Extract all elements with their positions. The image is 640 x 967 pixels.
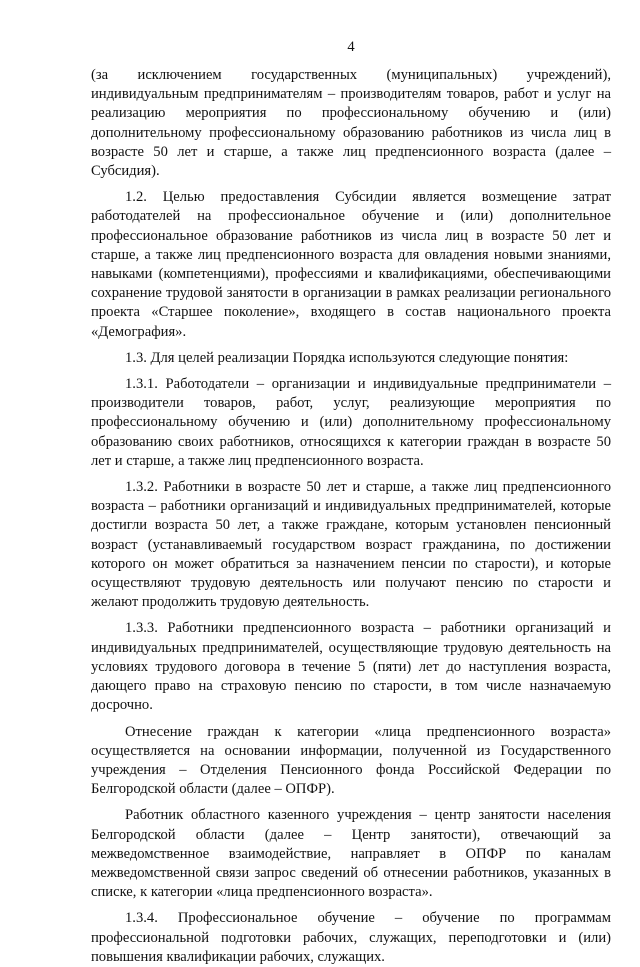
paragraph-1-3-3-pre-pension: 1.3.3. Работники предпенсионного возраста – работники организаций и индивидуальных предпринимателей, осуществляющие трудовую деятельность на условиях трудового договора в течение 5 (пяти) лет до наступления возраста, дающего право на страховую пенсию по старости, в том числе назначаемую досрочно.: [91, 620, 611, 714]
paragraph-classification: Отнесение граждан к категории «лица предпенсионного возраста» осуществляется на основании информации, полученной из Государственного учреждения – Отделения Пенсионного фонда Российской Федерации по Белгородской области (далее – ОПФР).: [91, 723, 611, 798]
paragraph-1-3-2-workers-50: 1.3.2. Работники в возрасте 50 лет и старше, а также лиц предпенсионного возраста – работники организаций и индивидуальных предпринимателей, которые достигли возраста 50 лет, а также граждане, которым установлен пенсионный возраст (устанавливаемый государством возраст гражданина, по достижении которого он может обратиться за назначением пенсии по старости), и которые осуществляют трудовую деятельность или получают пенсию по старости и желают продолжить трудовую деятельность.: [91, 479, 611, 611]
paragraph-1-3-1-employers: 1.3.1. Работодатели – организации и индивидуальные предприниматели – производители товаров, работ, услуг, реализующие мероприятия по профессиональному обучению и (или) дополнительному профессиональному образованию своих работников, относящихся к категории граждан в возрасте 50 лет и старше, а также лиц предпенсионного возраста.: [91, 376, 611, 469]
paragraph-1-3-terms: 1.3. Для целей реализации Порядка используются следующие понятия:: [125, 349, 569, 366]
paragraph-1-2-purpose: 1.2. Целью предоставления Субсидии является возмещение затрат работодателей на профессиональное обучение и (или) дополнительное профессиональное образование работников из числа лиц в возрасте 50 лет и старше, а также лиц предпенсионного возраста для овладения новыми знаниями, навыками (компетенциями), профессиями и квалификациями, обеспечивающими сохранение трудовой занятости в организации в рамках реализации регионального проекта «Старшее поколение», входящего в состав национального проекта «Демография».: [91, 189, 611, 340]
paragraph-subsidy-definition: (за исключением государственных (муниципальных) учреждений), индивидуальным предпринимателям – производителям товаров, работ и услуг на реализацию мероприятия по профессиональному обучению и (или) дополнительному профессиональному образованию работников из числа лиц в возрасте 50 лет и старше, а также лиц предпенсионного возраста (далее – Субсидия).: [91, 67, 611, 180]
document-page: [91, 38, 611, 967]
paragraph-employment-center: Работник областного казенного учреждения – центр занятости населения Белгородской области (далее – Центр занятости), отвечающий за межведомственное взаимодействие, направляет в ОПФР по каналам межведомственной связи запрос сведений об отнесении работников, указанных в списке, к категории «лица предпенсионного возраста».: [91, 807, 611, 901]
page-number: 4: [347, 39, 355, 55]
paragraph-1-3-4-training: 1.3.4. Профессиональное обучение – обучение по программам профессиональной подготовки рабочих, служащих, переподготовки и (или) повышения квалификации рабочих, служащих.: [91, 910, 611, 965]
